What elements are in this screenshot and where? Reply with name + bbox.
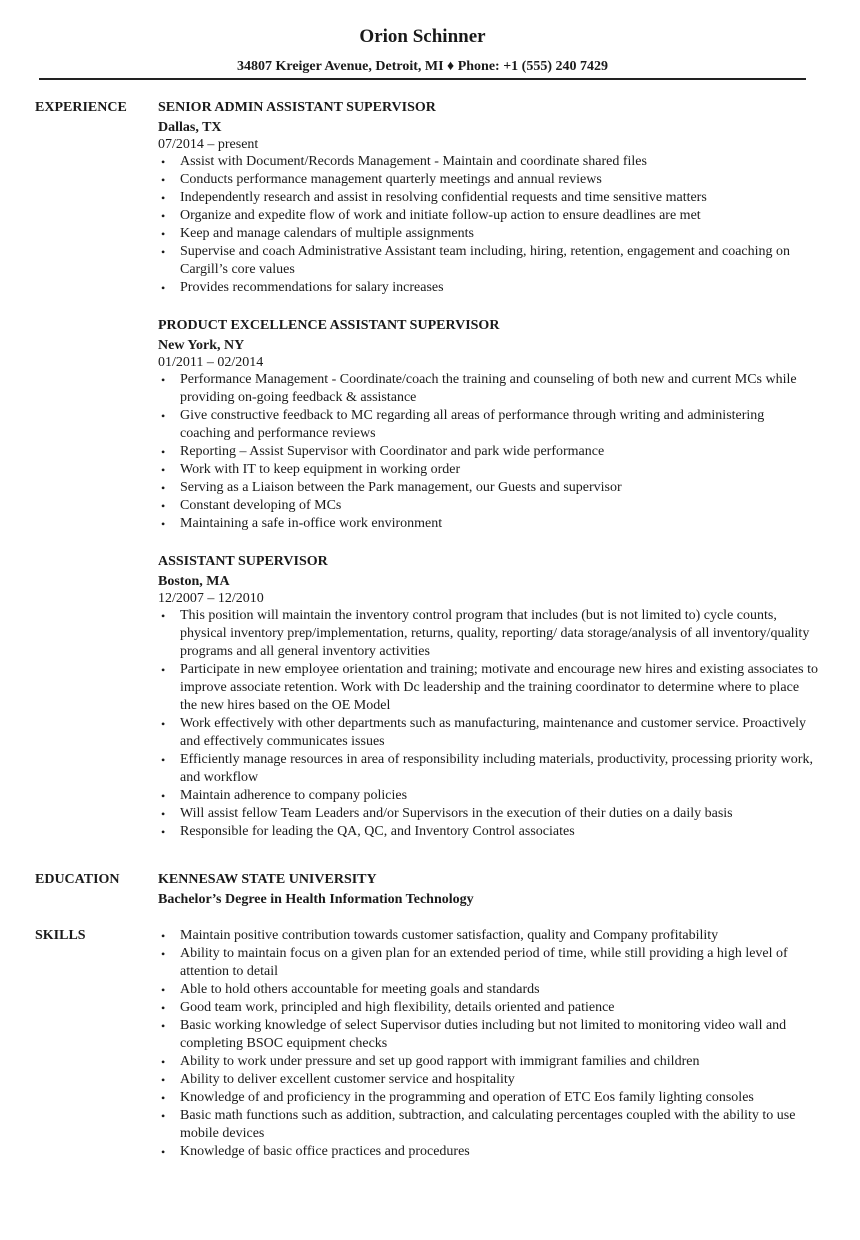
contact-line: 34807 Kreiger Avenue, Detroit, MI ♦ Phone: +1 (555) 240 7429: [236, 59, 609, 74]
bullet-text: Serving as a Liaison between the Park management, our Guests and supervisor: [180, 480, 622, 495]
list-item: [158, 715, 818, 751]
bullet-icon: •: [161, 753, 166, 767]
list-item: [158, 981, 818, 999]
job-dates: 01/2011 – 02/2014: [158, 355, 264, 370]
job-dates: 12/2007 – 12/2010: [158, 591, 264, 606]
skill-text: Able to hold others accountable for meeting goals and standards: [180, 982, 540, 997]
job-location: Dallas, TX: [158, 120, 222, 135]
bullet-icon: •: [161, 191, 166, 205]
list-item: [158, 207, 818, 225]
bullet-icon: •: [161, 1109, 166, 1123]
bullet-icon: •: [161, 1019, 166, 1033]
list-item: [158, 607, 818, 661]
bullet-icon: •: [161, 789, 166, 803]
list-item: [158, 479, 818, 497]
bullet-icon: •: [161, 281, 166, 295]
list-item: [158, 805, 818, 823]
list-item: [158, 945, 818, 981]
bullet-icon: •: [161, 173, 166, 187]
bullet-text: Maintaining a safe in-office work environment: [180, 516, 443, 531]
bullet-icon: •: [161, 929, 166, 943]
candidate-name: Orion Schinner: [359, 26, 486, 47]
list-item: [158, 497, 818, 515]
bullet-text: Assist with Document/Records Management - Maintain and coordinate shared files: [180, 154, 647, 169]
job-title: SENIOR ADMIN ASSISTANT SUPERVISOR: [158, 100, 436, 115]
list-item: [158, 1107, 818, 1143]
bullet-text: Constant developing of MCs: [180, 498, 342, 513]
bullet-text: Will assist fellow Team Leaders and/or Supervisors in the execution of their duties on a daily basis: [180, 806, 733, 821]
bullet-icon: •: [161, 155, 166, 169]
job-bullets: [158, 371, 818, 533]
bullet-icon: •: [161, 663, 166, 677]
job-entry: [158, 317, 818, 533]
list-item: [158, 189, 818, 207]
bullet-text: Reporting – Assist Supervisor with Coordinator and park wide performance: [180, 444, 605, 459]
bullet-icon: •: [161, 1001, 166, 1015]
skill-text: Knowledge of basic office practices and procedures: [180, 1144, 470, 1159]
bullet-icon: •: [161, 825, 166, 839]
bullet-icon: •: [161, 409, 166, 423]
list-item: [158, 927, 818, 945]
bullet-icon: •: [161, 227, 166, 241]
bullet-icon: •: [161, 609, 166, 623]
list-item: [158, 999, 818, 1017]
bullet-text: Efficiently manage resources in area of responsibility including materials, productivity, processing priority work, and workflow: [180, 752, 813, 785]
job-location: Boston, MA: [158, 574, 230, 589]
bullet-icon: •: [161, 1091, 166, 1105]
list-item: [158, 823, 818, 841]
bullet-text: Keep and manage calendars of multiple assignments: [180, 226, 474, 241]
bullet-text: Organize and expedite flow of work and initiate follow-up action to ensure deadlines are met: [180, 208, 701, 223]
experience-list: [158, 99, 818, 861]
list-item: [158, 371, 818, 407]
bullet-icon: •: [161, 947, 166, 961]
section-label-education: EDUCATION: [35, 872, 120, 887]
bullet-icon: •: [161, 481, 166, 495]
education-degree: Bachelor’s Degree in Health Information Technology: [158, 892, 474, 907]
job-entry: [158, 553, 818, 841]
skill-text: Ability to maintain focus on a given plan for an extended period of time, while still providing a high level of attention to detail: [180, 946, 788, 979]
bullet-icon: •: [161, 517, 166, 531]
list-item: [158, 279, 818, 297]
job-bullets: [158, 607, 818, 841]
skill-text: Basic math functions such as addition, subtraction, and calculating percentages coupled with the ability to use mobile devices: [180, 1108, 796, 1141]
bullet-text: Supervise and coach Administrative Assistant team including, hiring, retention, engagement and coaching on Cargill’s core values: [180, 244, 791, 277]
bullet-text: Conducts performance management quarterly meetings and annual reviews: [180, 172, 602, 187]
bullet-icon: •: [161, 373, 166, 387]
bullet-icon: •: [161, 717, 166, 731]
list-item: [158, 171, 818, 189]
bullet-icon: •: [161, 1055, 166, 1069]
bullet-icon: •: [161, 463, 166, 477]
bullet-text: Provides recommendations for salary increases: [180, 280, 444, 295]
list-item: [158, 153, 818, 171]
list-item: [158, 461, 818, 479]
education-school: KENNESAW STATE UNIVERSITY: [158, 872, 377, 887]
job-entry: [158, 99, 818, 297]
list-item: [158, 225, 818, 243]
skill-text: Ability to deliver excellent customer service and hospitality: [180, 1072, 515, 1087]
job-location: New York, NY: [158, 338, 245, 353]
bullet-text: Work effectively with other departments such as manufacturing, maintenance and customer service. Proactively and effectively communicates issues: [180, 716, 807, 749]
job-dates: 07/2014 – present: [158, 137, 259, 152]
bullet-icon: •: [161, 983, 166, 997]
bullet-text: Maintain adherence to company policies: [180, 788, 408, 803]
skill-text: Basic working knowledge of select Supervisor duties including but not limited to monitoring video wall and completing BSOC equipment checks: [180, 1018, 787, 1051]
list-item: [158, 1143, 818, 1161]
bullet-icon: •: [161, 445, 166, 459]
list-item: [158, 443, 818, 461]
bullet-text: This position will maintain the inventory control program that includes (but is not limited to) cycle counts, physical inventory prep/implementation, returns, quality, reporting/ data storage/analysis of all inventory/quality programs and all general inventory activities: [180, 608, 810, 659]
section-label-experience: EXPERIENCE: [35, 100, 127, 115]
skill-text: Knowledge of and proficiency in the programming and operation of ETC Eos family lighting consoles: [180, 1090, 754, 1105]
section-label-skills: SKILLS: [35, 928, 86, 943]
job-title: ASSISTANT SUPERVISOR: [158, 554, 328, 569]
bullet-text: Participate in new employee orientation and training; motivate and encourage new hires and existing associates to improve associate retention. Work with Dc leadership and the training coordinator to determine where to place the new hires based on the OE Model: [180, 662, 818, 713]
list-item: [158, 787, 818, 805]
skills-list: [158, 927, 818, 1161]
bullet-text: Give constructive feedback to MC regarding all areas of performance through writing and administering coaching and performance reviews: [180, 408, 765, 441]
bullet-icon: •: [161, 245, 166, 259]
header-divider: [39, 78, 806, 80]
list-item: [158, 1089, 818, 1107]
skill-text: Good team work, principled and high flexibility, details oriented and patience: [180, 1000, 615, 1015]
bullet-text: Responsible for leading the QA, QC, and Inventory Control associates: [180, 824, 575, 839]
list-item: [158, 1053, 818, 1071]
bullet-icon: •: [161, 499, 166, 513]
list-item: [158, 243, 818, 279]
job-title: PRODUCT EXCELLENCE ASSISTANT SUPERVISOR: [158, 318, 500, 333]
bullet-text: Performance Management - Coordinate/coach the training and counseling of both new and current MCs while providing on-going feedback & assistance: [180, 372, 797, 405]
bullet-icon: •: [161, 807, 166, 821]
job-bullets: [158, 153, 818, 297]
list-item: [158, 1071, 818, 1089]
bullet-icon: •: [161, 1073, 166, 1087]
bullet-icon: •: [161, 1145, 166, 1159]
bullet-text: Work with IT to keep equipment in working order: [180, 462, 461, 477]
skill-text: Ability to work under pressure and set up good rapport with immigrant families and children: [180, 1054, 700, 1069]
list-item: [158, 751, 818, 787]
bullet-icon: •: [161, 209, 166, 223]
list-item: [158, 1017, 818, 1053]
list-item: [158, 407, 818, 443]
list-item: [158, 661, 818, 715]
list-item: [158, 515, 818, 533]
bullet-text: Independently research and assist in resolving confidential requests and time sensitive matters: [180, 190, 707, 205]
education-entry: [158, 871, 818, 909]
skill-text: Maintain positive contribution towards customer satisfaction, quality and Company profitability: [180, 928, 719, 943]
